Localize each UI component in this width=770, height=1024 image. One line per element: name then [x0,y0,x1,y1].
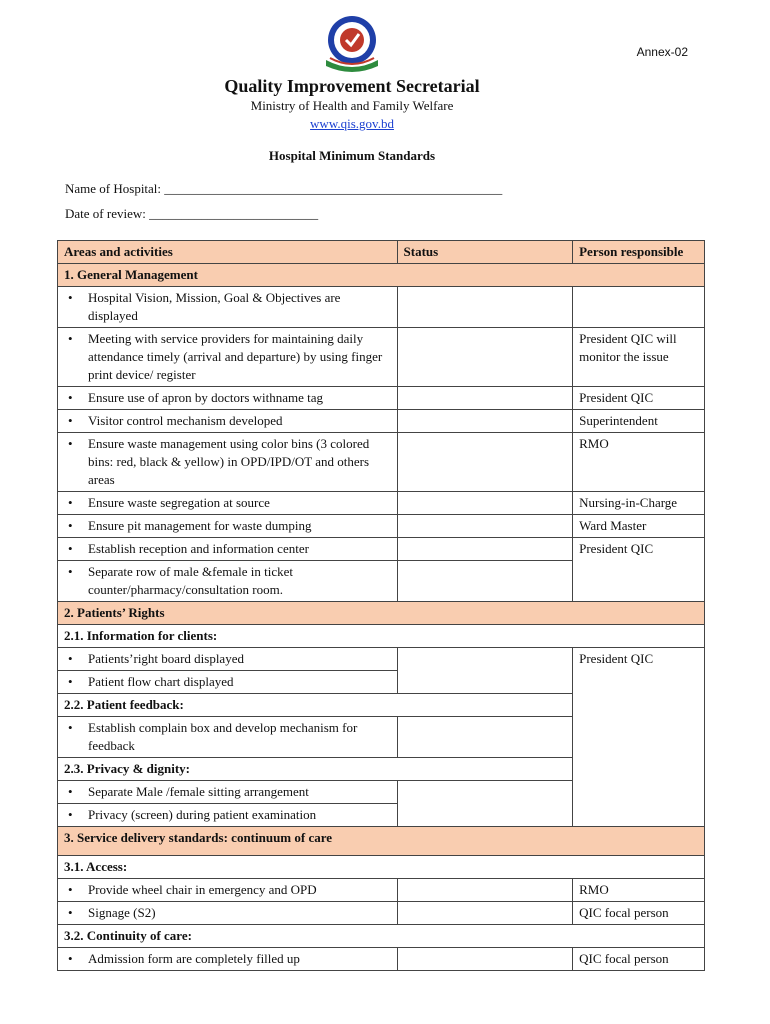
person-cell: President QIC [573,648,705,827]
activity-item: • Ensure use of apron by doctors withname tag [64,389,391,407]
ministry-name: Ministry of Health and Family Welfare [250,98,454,113]
activity-item: • Visitor control mechanism developed [64,412,391,430]
website-link[interactable]: www.qis.gov.bd [310,116,394,131]
section-service-delivery: 3. Service delivery standards: continuum of care [58,827,705,856]
activity-item: • Separate row of male &female in ticket counter/pharmacy/consultation room. [64,563,391,599]
activity-item: • Provide wheel chair in emergency and OPD [64,881,391,899]
person-cell [573,287,705,328]
activity-item: • Hospital Vision, Mission, Goal & Objectives are displayed [64,289,391,325]
person-cell: President QIC will monitor the issue [573,328,705,387]
activity-item: • Separate Male /female sitting arrangement [64,783,391,801]
status-cell [397,717,573,758]
activity-item: • Ensure waste management using color bins (3 colored bins: red, black & yellow) in OPD/IPD/OT and others areas [64,435,391,489]
person-cell: President QIC [573,538,705,602]
status-cell [397,648,573,694]
table-row [58,433,705,492]
status-cell [397,515,573,538]
table-row [58,410,705,433]
status-cell [397,879,573,902]
activity-item: • Establish reception and information center [64,540,391,558]
table-row [58,538,705,561]
table-row [58,492,705,515]
table-row [58,287,705,328]
person-cell: Ward Master [573,515,705,538]
subsection-feedback: 2.2. Patient feedback: [58,694,573,717]
table-row [58,328,705,387]
person-cell: QIC focal person [573,948,705,971]
status-cell [397,492,573,515]
hospital-name-field: Name of Hospital: ____________________________________________________ [65,181,503,196]
status-cell [397,387,573,410]
activity-item: • Establish complain box and develop mechanism for feedback [64,719,391,755]
column-status: Status [397,241,573,264]
activity-item: • Signage (S2) [64,904,391,922]
status-cell [397,328,573,387]
subsection-row [58,856,705,879]
section-row [58,602,705,625]
person-cell: Superintendent [573,410,705,433]
activity-item: • Ensure pit management for waste dumping [64,517,391,535]
activity-item: • Admission form are completely filled up [64,950,391,968]
status-cell [397,433,573,492]
review-date-field: Date of review: __________________________ [65,206,319,221]
subsection-privacy: 2.3. Privacy & dignity: [58,758,573,781]
activity-item: • Meeting with service providers for maintaining daily attendance timely (arrival and departure) by using finger print device/ register [64,330,391,384]
annex-label: Annex-02 [636,45,688,59]
activity-item: • Patients’right board displayed [64,650,391,668]
subsection-access: 3.1. Access: [58,856,705,879]
status-cell [397,410,573,433]
qis-logo [320,14,384,74]
status-cell [397,948,573,971]
person-cell: QIC focal person [573,902,705,925]
status-cell [397,561,573,602]
status-cell [397,287,573,328]
section-row [58,827,705,856]
table-row [58,387,705,410]
table-row [58,879,705,902]
activity-item: • Patient flow chart displayed [64,673,391,691]
subsection-information: 2.1. Information for clients: [58,625,705,648]
table-row [58,948,705,971]
section-row [58,264,705,287]
subsection-continuity: 3.2. Continuity of care: [58,925,705,948]
table-row [58,515,705,538]
table-row [58,902,705,925]
person-cell: Nursing-in-Charge [573,492,705,515]
status-cell [397,538,573,561]
person-cell: President QIC [573,387,705,410]
status-cell [397,781,573,827]
section-general-management: 1. General Management [58,264,705,287]
subsection-row [58,925,705,948]
activity-item: • Privacy (screen) during patient examination [64,806,391,824]
standards-table [57,240,705,971]
table-header [58,241,705,264]
column-areas: Areas and activities [58,241,398,264]
page-title: Quality Improvement Secretarial [224,76,480,96]
section-patients-rights: 2. Patients’ Rights [58,602,705,625]
activity-item: • Ensure waste segregation at source [64,494,391,512]
subsection-row [58,625,705,648]
status-cell [397,902,573,925]
column-person: Person responsible [573,241,705,264]
person-cell: RMO [573,879,705,902]
document-subtitle: Hospital Minimum Standards [268,148,436,163]
person-cell: RMO [573,433,705,492]
table-row [58,648,705,671]
